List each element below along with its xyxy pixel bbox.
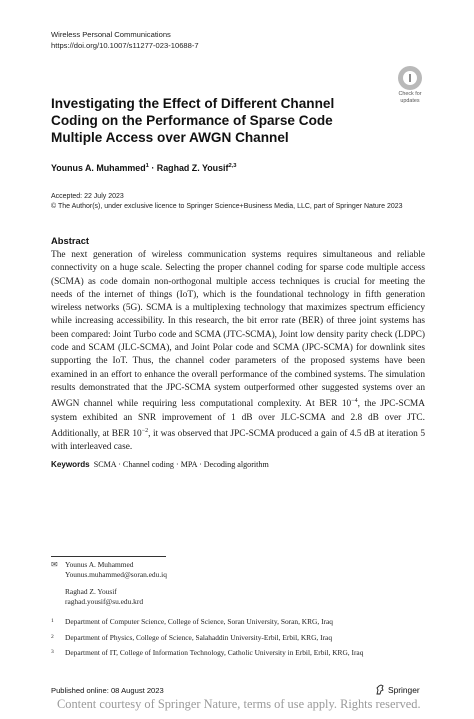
affiliation-text: Department of IT, College of Information Technology, Catholic University in Erbil, Erbil, KRG, Iraq (65, 648, 364, 657)
publisher-name: Springer (388, 684, 420, 695)
abstract-text-part: , it was observed that JPC-SCMA produced a gain of 4.5 dB at iteration 5 with interleaved case. (51, 429, 425, 453)
copyright-notice: © The Author(s), under exclusive licence to Springer Science+Business Media, LLC, part of Springer Nature 2023 (51, 203, 403, 210)
author-affiliation-ref: 2,3 (228, 163, 237, 170)
publication-dates (51, 192, 403, 212)
abstract-text-part: The next generation of wireless communication systems requires simultaneous and reliable connectivity on a huge scale. Selecting the proper channel coding for sparse code multiple access (SCMA) as code domain non-orthogonal multiple access techniques is crucial for meeting the needs of the internet of things (IoT), which is the foundational technology in fifth generation wireless networks (5G). SCMA is a multiplexing technology that maximizes spectrum efficiency while increasing accessibility. In this research, the bit error rate (BER) of three joint systems has been compared: Joint Turbo code and SCMA (JTC-SCMA), Joint low density parity check (LDPC) code and SCAM (JLC-SCMA), and Joint Polar code and SCMA (JPC-SCMA) for downlink sites supporting the IoT. Thus, the channel coder parameters of the proposed systems have been examined in an effort to enhance the overall performance of the combined systems. The simulation results demonstrated that the JPC-SCMA system outperformed other suggested systems over an AWGN channel while requiring less computational complexity. At BER 10 (51, 250, 425, 410)
accepted-date: Accepted: 22 July 2023 (51, 193, 124, 200)
check-for-updates-icon (398, 66, 422, 90)
springer-horse-icon (375, 684, 385, 695)
abstract-body (51, 249, 425, 455)
author-name[interactable]: Raghad Z. Yousif (156, 163, 229, 173)
abstract-heading: Abstract (51, 235, 90, 246)
author-name[interactable]: Younus A. Muhammed (51, 163, 146, 173)
crossmark-line1: Check for (398, 91, 422, 97)
journal-name: Wireless Personal Communications (51, 30, 171, 39)
paper-title: Investigating the Effect of Different Channel Coding on the Performance of Sparse Code Multiple Access over AWGN Channel (51, 96, 335, 145)
doi-link[interactable]: https://doi.org/10.1007/s11277-023-10688-7 (51, 40, 199, 50)
publisher-logo[interactable] (375, 684, 420, 695)
footnote-divider (51, 556, 166, 557)
affiliation-text: Department of Physics, College of Science, Salahaddin University-Erbil, Erbil, KRG, Iraq (65, 633, 333, 642)
courtesy-watermark: Content courtesy of Springer Nature, terms of use apply. Rights reserved. (57, 697, 421, 711)
abstract-text-part: , the JPC-SCMA system exhibited an SNR improvement of 1 dB over JLC-SCMA and 2.8 dB over JTC. Additionally, at BER 10 (51, 399, 425, 440)
corresponding-author-email[interactable]: Younus.muhammed@soran.edu.iq (65, 570, 167, 580)
corresponding-author-name: Younus A. Muhammed (65, 560, 134, 569)
keywords-label: Keywords (51, 460, 90, 469)
affiliation-item (51, 633, 426, 643)
affiliation-number: 2 (51, 634, 54, 640)
affiliation-number: 1 (51, 618, 54, 624)
author-affiliation-ref: 1 (145, 163, 149, 170)
journal-header (51, 30, 199, 51)
published-online-date: Published online: 08 August 2023 (51, 686, 164, 695)
exponent: −2 (141, 427, 149, 434)
affiliation-item (51, 617, 426, 627)
check-for-updates-badge[interactable] (391, 66, 429, 106)
exponent: −4 (351, 398, 358, 405)
affiliation-number: 3 (51, 649, 54, 655)
crossmark-line2: updates (400, 97, 420, 104)
affiliation-text: Department of Computer Science, College of Science, Soran University, Soran, KRG, Iraq (65, 617, 333, 626)
coauthor-email[interactable]: raghad.yousif@su.edu.krd (65, 597, 144, 607)
keywords-line (51, 460, 269, 469)
envelope-icon: ✉ (51, 560, 58, 569)
coauthor-name: Raghad Z. Yousif (65, 586, 117, 596)
affiliation-item (51, 648, 426, 658)
author-separator: · (148, 163, 157, 173)
keywords-list: SCMA · Channel coding · MPA · Decoding algorithm (93, 460, 269, 469)
author-list (51, 163, 237, 173)
correspondence-block (51, 560, 167, 608)
